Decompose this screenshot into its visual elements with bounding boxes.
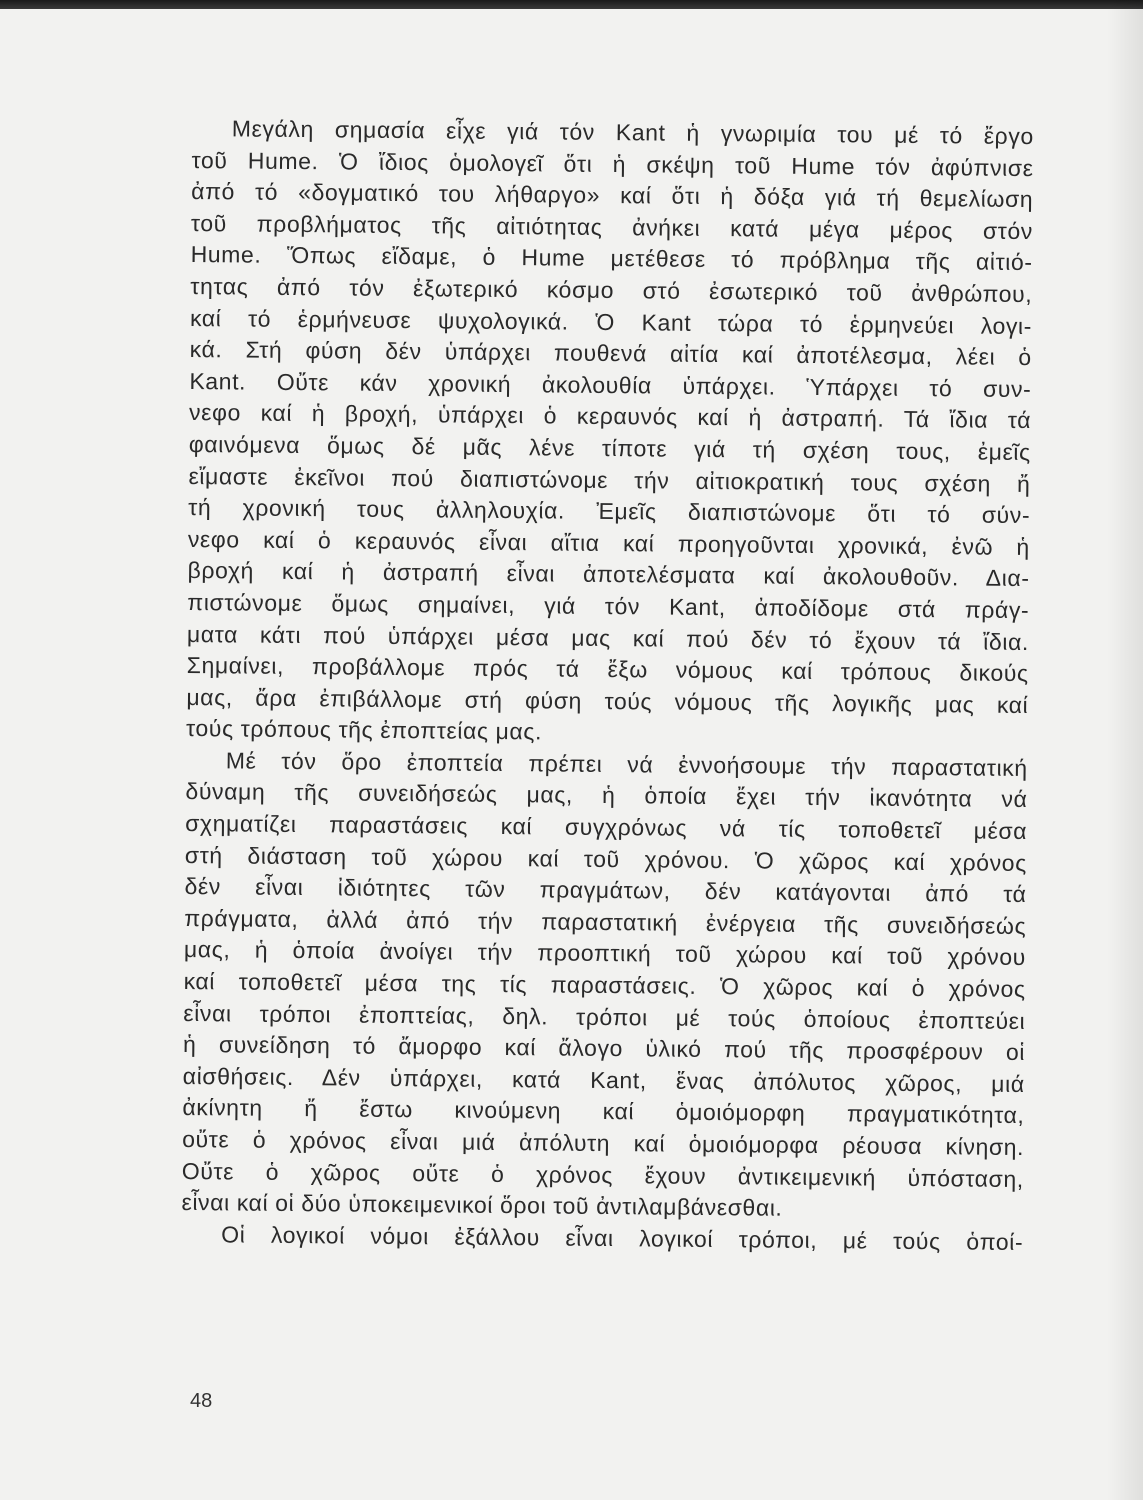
text-line: Μέ τόν ὅρο ἐποπτεία πρέπει νά ἐννοήσουμε τήν παραστατική	[225, 747, 1028, 781]
text-line: μας, ἡ ὁποία ἀνοίγει τήν προοπτική τοῦ χώρου καί τοῦ χρόνου	[183, 936, 1027, 971]
text-line: νεφο καί ὁ κεραυνός εἶναι αἴτια καί προηγοῦνται χρονικά, ἐνῶ ἡ	[187, 525, 1030, 560]
text-line: εἴμαστε ἐκεῖνοι πού διαπιστώνομε τήν αἰτιοκρατική τους σχέση ἤ	[188, 462, 1031, 497]
text-line: Hume. Ὅπως εἴδαμε, ὁ Hume μετέθεσε τό πρόβλημα τῆς αἰτιό-	[190, 241, 1033, 276]
page-body	[180, 113, 1034, 1391]
text-line: ματα κάτι πού ὑπάρχει μέσα μας καί πού δέν τό ἔχουν τά ἴδια.	[186, 620, 1030, 655]
text-line: δύναμη τῆς συνειδήσεώς μας, ἡ ὁποία ἔχει τήν ἱκανότητα νά	[185, 778, 1028, 813]
text-line: δέν εἶναι ἰδιότητες τῶν πραγμάτων, δέν κατάγονται ἀπό τά	[184, 873, 1027, 908]
text-line: πράγματα, ἀλλά ἀπό τήν παραστατική ἐνέργεια τῆς συνειδήσεώς	[184, 904, 1027, 939]
text-line: Σημαίνει, προβάλλομε πρός τά ἔξω νόμους καί τρόπους δικούς	[186, 652, 1029, 687]
text-line: τή χρονική τους ἀλληλουχία. Ἐμεῖς διαπιστώνομε ὅτι τό σύν-	[188, 494, 1031, 529]
text-line: ἀκίνητη ἤ ἔστω κινούμενη καί ὁμοιόμορφη πραγματικότητα,	[182, 1094, 1025, 1129]
text-line: Μεγάλη σημασία εἶχε γιά τόν Kant ἡ γνωριμία του μέ τό ἔργο	[231, 115, 1034, 150]
text-line: τητας ἀπό τόν ἐξωτερικό κόσμο στό ἐσωτερικό τοῦ ἀνθρώπου,	[190, 272, 1033, 308]
text-line: φαινόμενα ὅμως δέ μᾶς λένε τίποτε γιά τή σχέση τους, ἐμεῖς	[188, 430, 1031, 466]
text-line: εἶναι τρόποι ἐποπτείας, δηλ. τρόποι μέ τούς ὁποίους ἐποπτεύει	[183, 999, 1026, 1034]
text-line: Kant. Οὔτε κάν χρονική ἀκολουθία ὑπάρχει. Ὑπάρχει τό συν-	[189, 367, 1032, 402]
text-line: τοῦ προβλήματος τῆς αἰτιότητας ἀνήκει κατά μέγα μέρος στόν	[190, 209, 1034, 244]
text-line: μας, ἄρα ἐπιβάλλομε στή φύση τούς νόμους τῆς λογικῆς μας καί	[186, 683, 1029, 718]
scan-edge-top	[0, 0, 1143, 9]
text-line: κά. Στή φύση δέν ὑπάρχει πουθενά αἰτία καί ἀποτέλεσμα, λέει ὁ	[189, 336, 1032, 371]
text-line: πιστώνομε ὅμως σημαίνει, γιά τόν Kant, ἀποδίδομε στά πράγ-	[187, 588, 1030, 623]
text-line: νεφο καί ἡ βροχή, ὑπάρχει ὁ κεραυνός καί ἡ ἀστραπή. Τά ἴδια τά	[189, 399, 1032, 434]
text-line: σχηματίζει παραστάσεις καί συγχρόνως νά τίς τοποθετεῖ μέσα	[185, 810, 1028, 845]
text-line: ἀπό τό «δογματικό του λήθαργο» καί ὅτι ἡ δόξα γιά τή θεμελίωση	[191, 178, 1034, 213]
text-line: εἶναι καί οἱ δύο ὑποκειμενικοί ὅροι τοῦ ἀντιλαμβάνεσθαι.	[181, 1189, 783, 1221]
text-line: τοῦ Hume. Ὁ ἴδιος ὁμολογεῖ ὅτι ἡ σκέψη τοῦ Hume τόν ἀφύπνισε	[191, 146, 1034, 181]
text-line: αἰσθήσεις. Δέν ὑπάρχει, κατά Kant, ἕνας ἀπόλυτος χῶρος, μιά	[182, 1062, 1025, 1097]
text-line: στή διάσταση τοῦ χώρου καί τοῦ χρόνου. Ὁ χῶρος καί χρόνος	[184, 841, 1027, 876]
text-line: τούς τρόπους τῆς ἐποπτείας μας.	[185, 715, 543, 745]
text-line: Οἱ λογικοί νόμοι ἐξάλλου εἶναι λογικοί τρόποι, μέ τούς ὁποί-	[221, 1221, 1024, 1255]
text-line: ἡ συνείδηση τό ἄμορφο καί ἄλογο ὑλικό πού τῆς προσφέρουν οἱ	[182, 1031, 1026, 1066]
page-number: 48	[190, 1390, 213, 1412]
text-line: βροχή καί ἡ ἀστραπή εἶναι ἀποτελέσματα καί ἀκολουθοῦν. Δια-	[187, 557, 1030, 592]
scan-edge-shadow	[1107, 0, 1143, 1500]
text-line: οὔτε ὁ χρόνος εἶναι μιά ἀπόλυτη καί ὁμοιόμορφα ρέουσα κίνηση.	[182, 1125, 1025, 1161]
text-line: καί τό ἑρμήνευσε ψυχολογικά. Ὁ Kant τώρα τό ἑρμηνεύει λογι-	[189, 304, 1033, 339]
text-line: Οὔτε ὁ χῶρος οὔτε ὁ χρόνος ἔχουν ἀντικειμενική ὑπόσταση,	[181, 1157, 1024, 1192]
text-line: καί τοποθετεῖ μέσα της τίς παραστάσεις. Ὁ χῶρος καί ὁ χρόνος	[183, 967, 1026, 1003]
